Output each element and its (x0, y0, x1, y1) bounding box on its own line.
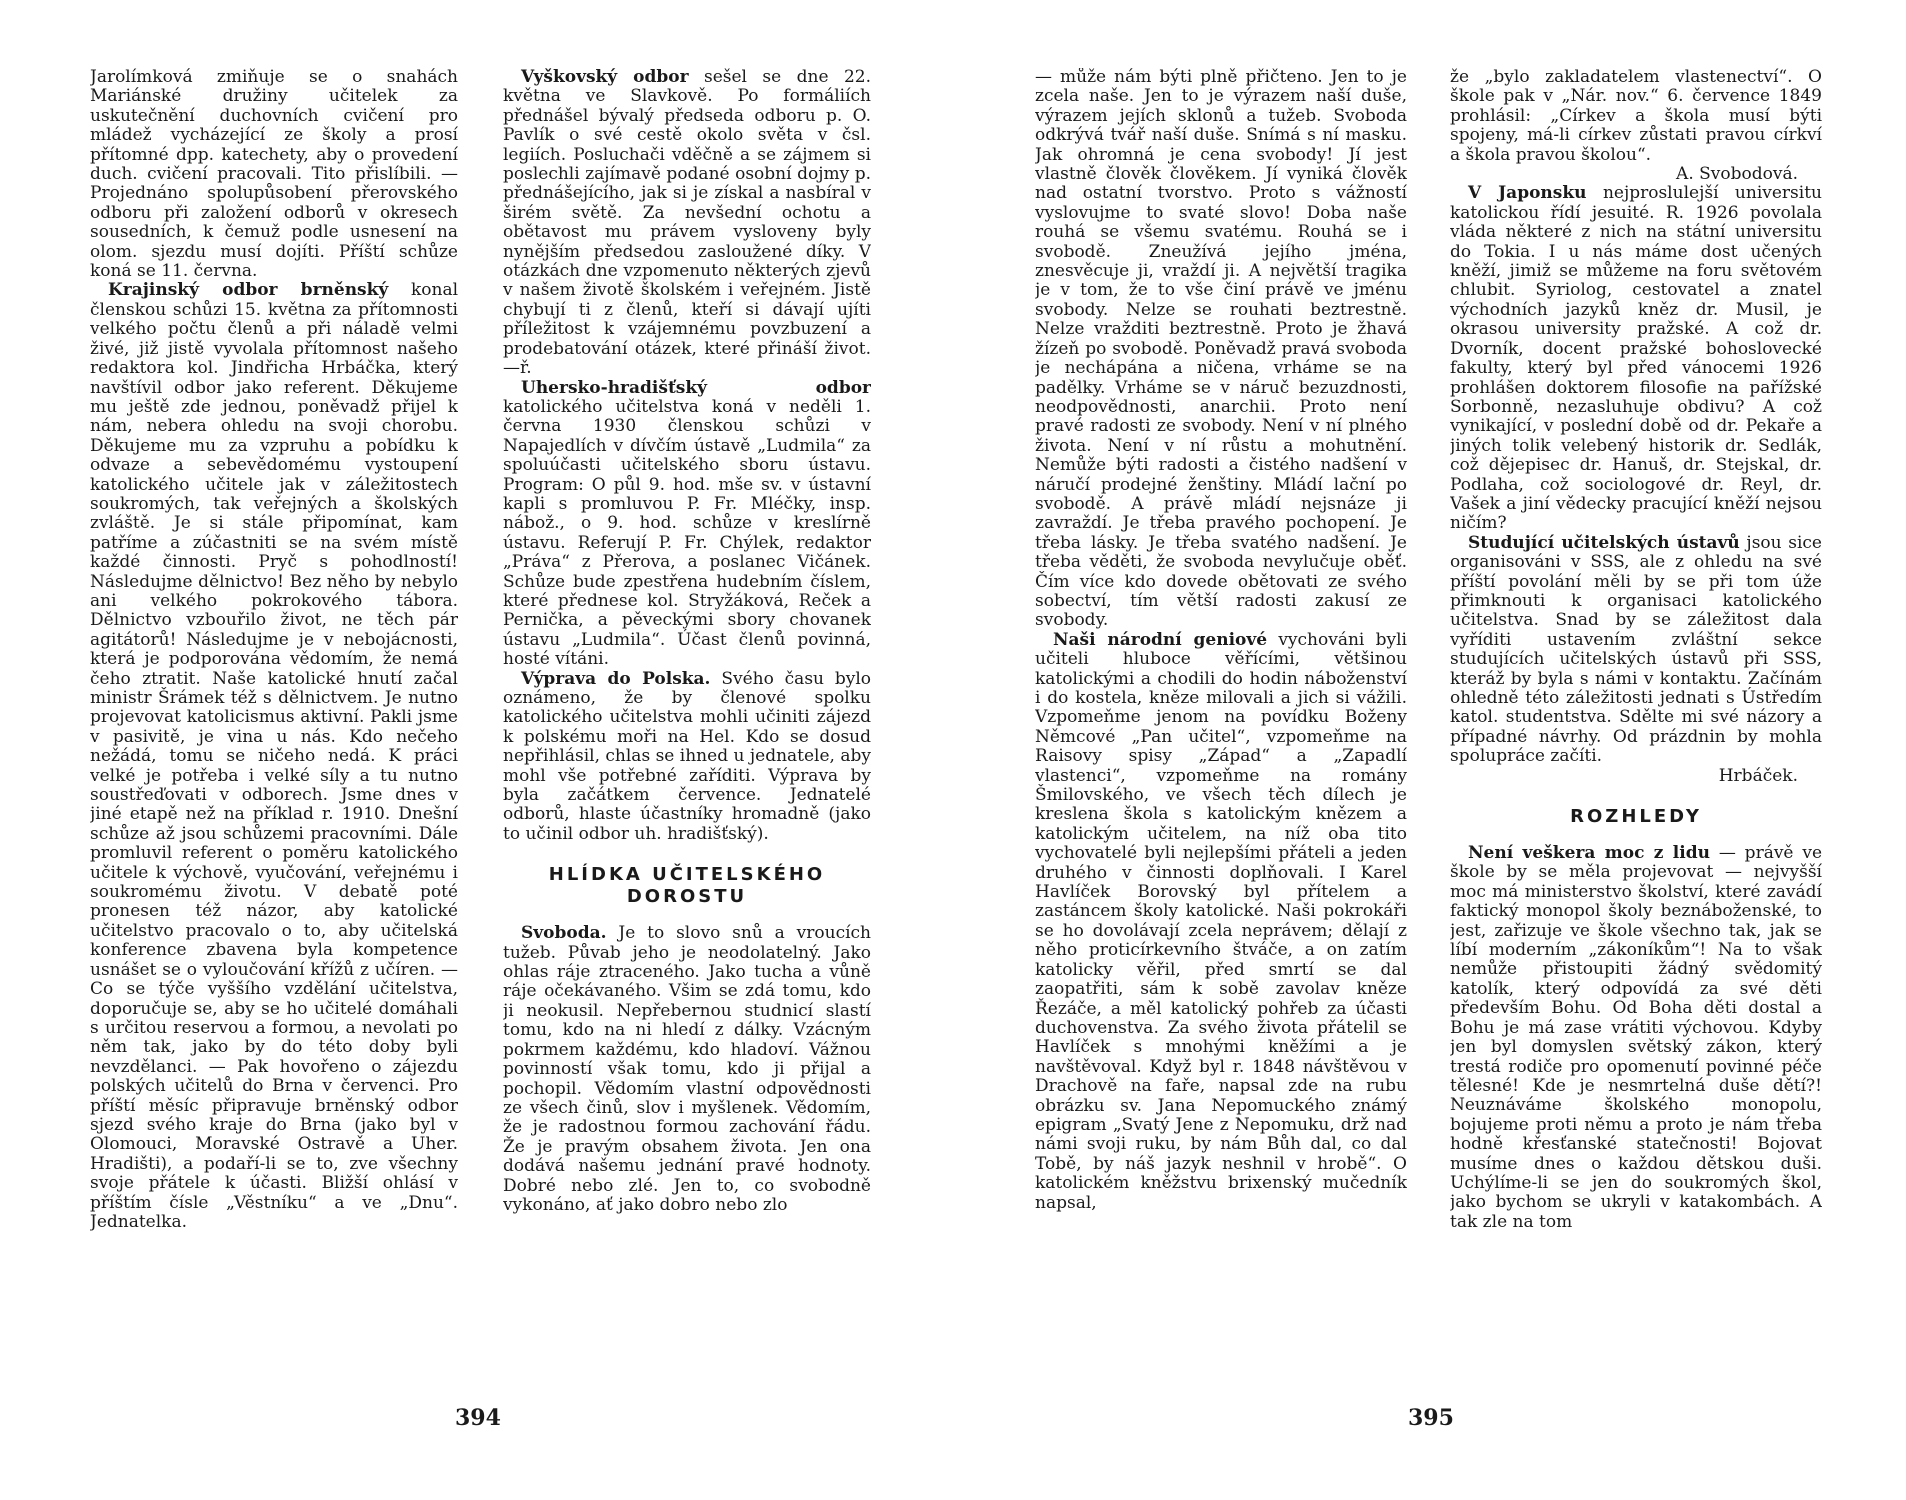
paragraph-body: Svého času bylo oznámeno, že by členové spolku katolického učitelstva mohli učiniti zájezd k polskému moři na Hel. Kdo se dosud nepřihlásil, chlas se ihned u jednatele, aby mohl vše potřebné zaříditi. Výprava by byla začátkem července. Jednatelé odborů, hlaste účastníky hromadně (jako to učinil odbor uh. hradišťský). (503, 668, 871, 844)
paragraph-body: vychováni byli učiteli hluboce věřícími, většinou katolickými a chodili do hodin náboženství i do kostela, kněze milovali a jich si vážili. Vzpomeňme jenom na povídku Boženy Němcové „Pan učitel“, vzpomeňme na Raisovy spisy „Západ“ a „Zapadlí vlastenci“, vzpomeňme na romány Šmilovského, ve všech těch dílech je kreslena škola s katolickým knězem a katolickým učitelem, na níž oba tito vychovatelé byli nejlepšími přáteli a jeden druhého v činnosti doplňovali. I Karel Havlíček Borovský byl přítelem a zastáncem školy katolické. Naši pokrokáři se ho dovolávají zcela neprávem; dělají z něho proticírkevního štváče, a on zatím katolicky věřil, před smrtí se dal zaopatřiti, sám k sobě zavolav kněze Řezáče, a měl katolický pohřeb za účasti duchovenstva. Za svého života přátelil se Havlíček s mnohými kněžími a je navštěvoval. Když byl r. 1848 návštěvou v Drachově na faře, napsal zde na rubu obrázku sv. Jana Nepomuckého známý epigram „Svatý Jene z Nepomuku, drž nad námi svoji ruku, by nám Bůh dal, co dal Tobě, by náš jazyk neshnil v hrobě“. O katolickém kněžstvu brixenský mučedník napsal, (1035, 629, 1407, 1213)
paragraph-lead: Uhersko-hradišťský odbor (521, 377, 871, 398)
paragraph-lead: Vyškovský odbor (521, 68, 689, 87)
paragraph-body: nejproslulejší universitu katolickou řídí jesuité. R. 1926 povolala vláda některé z nich na státní universitu do Tokia. I u nás máme dost učených kněží, jimiž se můžeme na foru světovém chlubit. Syriolog, cestovatel a znatel východních jazyků kněz dr. Musil, je okrasou university pražské. A což dr. Dvorník, docent pražské bohoslovecké fakulty, který byl před vánocemi 1926 prohlášen doktorem filosofie na pařížské Sorbonně, nezasluhuje obdivu? A což vynikající, v poslední době od dr. Pekaře a jiných tolik velebený historik dr. Sedlák, což dějepisec dr. Hanuš, dr. Stejskal, dr. Podlaha, což sociologové dr. Reyl, dr. Vašek a jiní vědecky pracující kněží nejsou ničím? (1450, 183, 1822, 534)
paragraph-body: konal členskou schůzi 15. května za přítomnosti velkého počtu členů a při náladě velmi živé, již jistě vyvolala přítomnost našeho redaktora kol. Jindřicha Hrbáčka, který navštívil odbor jako referent. Děkujeme mu ještě zde jednou, poněvadž přijel k nám, nebera ohledu na svoji chorobu. Děkujeme mu za vzpruhu a pobídku k odvaze a sebevědomému vystoupení katolického učitele jak v záležitostech soukromých, tak veřejných a školských zvláště. Je si stále připomínat, kam patříme a zúčastniti se na svém místě každé činnosti. Pryč s pohodlností! Následujme dělnictvo! Bez něho by nebylo ani velkého pokrokového tábora. Dělnictvo vzbouřilo život, ne těch pár agitátorů! Následujme je v nebojácnosti, která je podporována vědomím, že nemá čeho ztratit. Naše katolické hnutí začal ministr Šrámek též s dělnictvem. Je nutno projevovat katolicismus aktivní. Pakli jsme v pasivitě, je vina u nás. Kdo nečeho nežádá, tomu se ničeho nedá. K práci velké je potřeba i velké síly a tu nutno soustřeďovati v odborech. Jsme dnes v jiné etapě než na příklad r. 1910. Dnešní schůze až jsou schůzemi pracovními. Dále promluvil referent o poměru katolického učitele k výchově, vyučování, veřejnému i soukromému životu. V debatě poté pronesen též názor, aby katolické učitelstvo pracovalo o to, aby učitelská konference zbavena byla kompetence usnášet se o vyloučování křížů z učíren. — Co se týče vyššího vzdělání učitelstva, doporučuje se, aby se ho učitelé domáhali s určitou reservou a formou, a nevolati po něm tak, jako by do této doby byli nevzdělanci. — Pak hovořeno o zájezdu polských učitelů do Brna v červenci. Pro příští měsíc připravuje brněnský odbor sjezd svého kraje do Brna (jako byl v Olomouci, Moravské Ostravě a Uher. Hradišti), a podaří-li se to, zve všechny svoje přátele k účasti. Bližší ohlásí v příštím čísle „Věstníku“ a ve „Dnu“. Jednatelka. (90, 280, 458, 1232)
paragraph (1450, 844, 1822, 1232)
right-page (953, 0, 1906, 1500)
paragraph-body: katolického učitelstva koná v neděli 1. června 1930 členskou schůzi v Napajedlích v dívčím ústavě „Ludmila“ za spoluúčasti učitelského sboru ústavu. Program: O půl 9. hod. mše sv. v ústavní kapli s promluvou P. Fr. Mléčky, insp. nábož., o 9. hod. schůze v kreslírně ústavu. Referují P. Fr. Chýlek, redaktor „Práva“ z Přerova, a poslanec Vičánek. Schůze bude zpestřena hudebním číslem, které přednese kol. Stryžáková, Reček a Pernička, a pěveckými sbory chovanek ústavu „Ludmila“. Účast členů povinná, hosté vítáni. (503, 396, 871, 670)
paragraph (503, 924, 871, 1215)
paragraph (503, 68, 871, 379)
paragraph (503, 670, 871, 845)
column-left-1 (90, 68, 458, 1398)
paragraph-body: Je to slovo snů a vroucích tužeb. Půvab jeho je neodolatelný. Jako ohlas ráje ztraceného. Jako tucha a vůně ráje očekávaného. Všim se zdá tomu, kdo ji neokusil. Nepřebernou studnicí slastí tomu, kdo na ni hledí z dálky. Vzácným pokrmem každému, kdo hladoví. Vážnou povinností však tomu, kdo ji přijal a pochopil. Vědomím vlastní odpovědnosti ze všech činů, slov i myšlenek. Vědomím, že je radostnou formou zachování řádu. Že je pravým obsahem života. Jen ona dodává našemu jednání pravé hodnoty. Dobré nebo zlé. Jen to, co svobodně vykonáno, ať jako dobro nebo zlo (503, 923, 871, 1215)
column-left-2 (503, 68, 871, 1398)
paragraph: Jarolímková zmiňuje se o snahách Mariánské družiny učitelek za uskutečnění duchovních cvičení pro mládež vycházející ze školy a prosí přítomné dpp. katechety, aby o provedení duch. cvičení pracovali. Tito přislíbili. — Projednáno spolupůsobení přerovského odboru při založení odborů v okresech sousedních, k čemuž podle usnesení na olom. sjezdu musí dojíti. Příští schůze koná se 11. června. (90, 68, 458, 282)
paragraph (503, 379, 871, 670)
page-number: 394 (455, 1405, 501, 1431)
section-heading: HLÍDKA UČITELSKÉHO DOROSTU (548, 864, 826, 908)
paragraph-lead: Výprava do Polska. (521, 668, 711, 689)
paragraph (1450, 184, 1822, 533)
signature: A. Svobodová. (1676, 164, 1798, 185)
paragraph-body: — právě ve škole by se měla projevovat — nejvyšší moc má ministerstvo školství, které zavádí faktický monopol školy beznáboženské, to jest, zařizuje ve škole všechno tak, jak se líbí moderním „zákoníkům“! Na to však nemůže přistoupiti žádný svědomitý katolík, který odpovídá za své děti především Bohu. Od Boha děti dostal a Bohu je má zase vrátiti výchovou. Kdyby jen byl domyslen světský zákon, který trestá rodiče pro opomenutí povinné péče tělesné! Kde je nesmrtelná duše dětí?! Neuznáváme školského monopolu, bojujeme proti němu a proto je nám třeba hodně křesťanské statečnosti! Bojovat musíme dnes o každou dětskou duši. Uchýlíme-li se jen do soukromých škol, jako bychom se ukryli v katakombách. A tak zle na tom (1450, 843, 1822, 1232)
column-right-2 (1450, 68, 1822, 1398)
paragraph-lead: Studující učitelských ústavů (1468, 532, 1740, 553)
signature: Hrbáček. (1718, 765, 1798, 786)
paragraph-lead: Krajinský odbor brněnský (108, 280, 389, 301)
section-heading: ROZHLEDY (1570, 806, 1702, 828)
paragraph (1035, 631, 1407, 1213)
paragraph-body: jsou sice organisováni v SSS, ale z ohledu na své příští povolání měli by se při tom úže přimknouti k organisaci katolického učitelstva. Snad by se záležitost dala vyříditi ustavením zvláštní sekce studujících učitelských ústavů při SSS, kteráž by byla s námi v kontaktu. Začínám ohledně této záležitosti jednati s Ústředím katol. studentstva. Sdělte mi své názory a případné návrhy. Od prázdnin by mohla spolupráce začíti. (1450, 532, 1822, 767)
column-right-1 (1035, 68, 1407, 1398)
paragraph: že „bylo zakladatelem vlastenectví“. O škole pak v „Nár. nov.“ 6. července 1849 prohlásil: „Církev a škola musí býti spojeny, má-li církev zůstati pravou církví a škola pravou školou“. (1450, 68, 1822, 165)
paragraph: — může nám býti plně přičteno. Jen to je zcela naše. Jen to je výrazem naší duše, výrazem jejích sklonů a tužeb. Svoboda odkrývá tvář naší duše. Snímá s ní masku. Jak ohromná je cena svobody! Jí jest vlastně člověk člověkem. Jí vyniká člověk nad ostatní tvorstvo. Proto s vážností vyslovujme to svaté slovo! Doba naše rouhá se všemu svatému. Rouhá se i svobodě. Zneužívá jejího jména, znesvěcuje ji, vraždí ji. A největší tragika je v tom, že to vše činí právě ve jménu svobody. Nelze se rouhati beztrestně. Nelze vražditi beztrestně. Proto je žhavá žízeň po svobodě. Poněvadž pravá svoboda je nechápána a ničena, vrháme se na padělky. Vrháme se v náruč bezuzdnosti, neodpovědnosti, anarchii. Proto není pravé radosti ze svobody. Není v ní plného života. Není v ní růstu a mohutnění. Nemůže býti radosti a čistého nadšení v náručí prodejné ženštiny. Mládí lační po svobodě. A právě mládí nejsnáze ji zavraždí. Je třeba pravého pochopení. Je třeba lásky. Je třeba svatého nadšení. Je třeba věděti, že svoboda nevylučuje oběť. Čím více kdo dovede obětovati ze svého sobectví, tím větší radosti zakusí ze svobody. (1035, 68, 1407, 631)
paragraph-lead: Naši národní geniové (1053, 629, 1268, 650)
paragraph (90, 281, 458, 1232)
paragraph-lead: Svoboda. (521, 923, 607, 944)
paragraph-body: sešel se dne 22. května ve Slavkově. Po formáliích přednášel bývalý předseda odboru p. O. Pavlík o své cestě okolo světa v čsl. legiích. Posluchači vděčně a se zájmem si poslechli zajímavě podané osobní dojmy p. přednášejícího, jak si je získal a nasbíral v širém světě. Za nevšední ochotu a obětavost mu právem vysloveny byly nynějším předsedou zasloužené díky. V otázkách dne vzpomenuto některých zjevů v našem životě školském i veřejném. Jistě chybují ti z členů, kteří si dávají ujíti příležitost k vzájemnému povzbuzení a prodebatování otázek, které přináší život. —ř. (503, 68, 871, 379)
page-number: 395 (1408, 1405, 1454, 1431)
paragraph-lead: Není veškera moc z lidu (1468, 843, 1710, 864)
paragraph (1450, 534, 1822, 767)
paragraph-lead: V Japonsku (1468, 183, 1587, 204)
